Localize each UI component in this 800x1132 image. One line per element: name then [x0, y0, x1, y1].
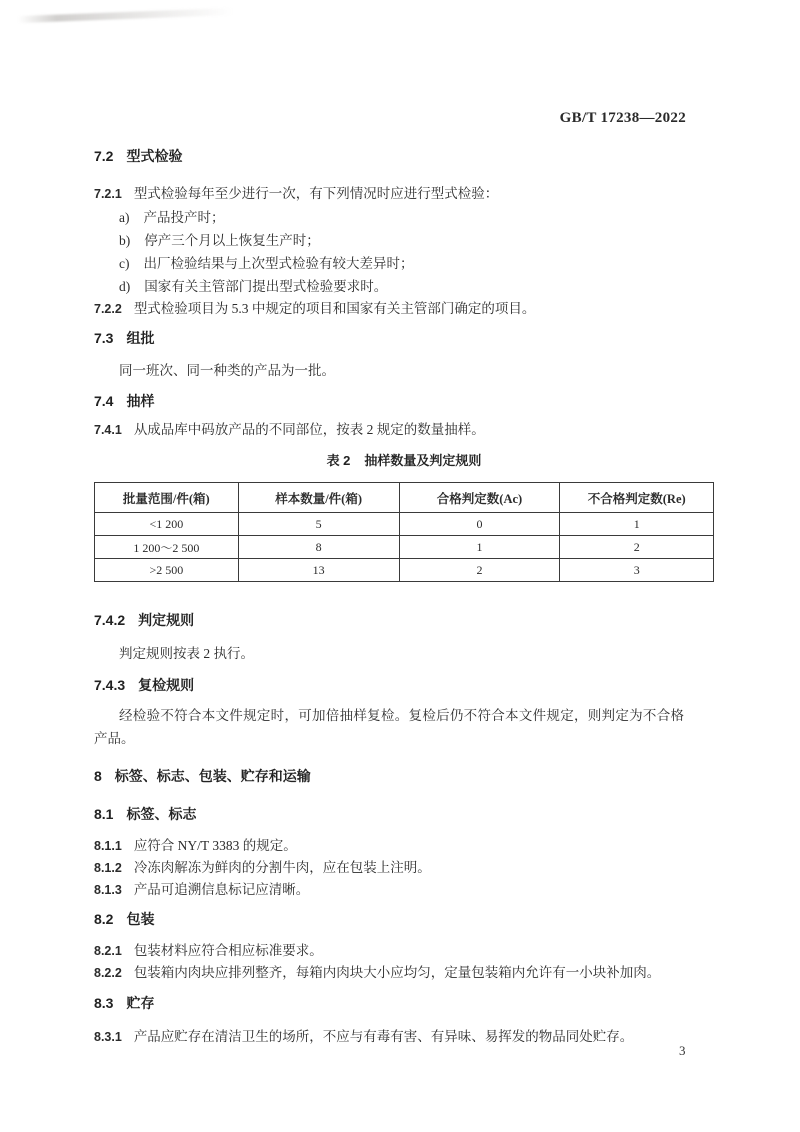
col-header-sample-size: 样本数量/件(箱) [238, 483, 399, 513]
list-marker: b) [119, 233, 131, 248]
clause-text: 型式检验项目为 5.3 中规定的项目和国家有关主管部门确定的项目。 [133, 301, 536, 316]
cell: >2 500 [95, 559, 239, 582]
section-heading-8-3 [94, 993, 154, 1013]
table-row [95, 513, 714, 536]
clause-8-3-1 [94, 1025, 633, 1045]
section-title: 标签、标志、包装、贮存和运输 [114, 768, 311, 784]
cell: 2 [560, 536, 714, 559]
col-header-rejection: 不合格判定数(Re) [560, 483, 714, 513]
paragraph-7-4-3: 经检验不符合本文件规定时，可加倍抽样复检。复检后仍不符合本文件规定，则判定为不合格产品。 [94, 708, 684, 746]
list-marker: d) [119, 279, 131, 294]
section-number: 8.2 [94, 911, 114, 927]
list-text: 国家有关主管部门提出型式检验要求时。 [144, 279, 388, 294]
clause-number: 7.2.2 [94, 302, 122, 316]
clause-text: 产品可追溯信息标记应清晰。 [133, 882, 310, 897]
clause-number: 7.4.1 [94, 423, 122, 437]
table-label: 表 2 [326, 453, 351, 468]
table-row [95, 536, 714, 559]
list-item-a [94, 206, 225, 226]
list-text: 停产三个月以上恢复生产时； [144, 233, 320, 248]
page-number: 3 [679, 1043, 686, 1058]
section-number: 7.2 [94, 148, 114, 164]
clause-text: 从成品库中码放产品的不同部位，按表 2 规定的数量抽样。 [133, 422, 485, 437]
section-title: 型式检验 [126, 148, 183, 164]
clause-text: 冷冻肉解冻为鲜肉的分割牛肉，应在包装上注明。 [133, 860, 431, 875]
clause-number: 8.2.2 [94, 966, 122, 980]
section-title: 标签、标志 [126, 806, 197, 822]
section-heading-7-4-2 [94, 610, 194, 630]
clause-7-2-1 [94, 182, 498, 202]
clause-8-1-3 [94, 878, 309, 898]
clause-text: 包装材料应符合相应标准要求。 [133, 943, 323, 958]
cell: 0 [399, 513, 560, 536]
clause-number: 8.2.1 [94, 944, 122, 958]
section-number: 7.4.2 [94, 612, 126, 628]
list-item-d [94, 275, 387, 295]
section-heading-7-2 [94, 146, 182, 166]
standard-number: GB/T 17238—2022 [559, 110, 686, 126]
section-heading-8-1 [94, 804, 196, 824]
clause-number: 8.1.2 [94, 861, 122, 875]
section-title: 组批 [126, 330, 155, 346]
cell: 1 200～2 500 [95, 536, 239, 559]
section-title: 包装 [126, 911, 155, 927]
cell: 13 [238, 559, 399, 582]
list-text: 出厂检验结果与上次型式检验有较大差异时； [143, 256, 414, 271]
clause-8-1-1 [94, 834, 297, 854]
clause-8-2-2 [94, 961, 660, 981]
section-heading-7-4 [94, 391, 154, 411]
clause-text: 包装箱内肉块应排列整齐，每箱内肉块大小应均匀，定量包装箱内允许有一小块补加肉。 [133, 965, 661, 980]
section-number: 8.1 [94, 806, 114, 822]
clause-text: 型式检验每年至少进行一次，有下列情况时应进行型式检验： [133, 186, 499, 201]
list-marker: c) [119, 256, 130, 271]
cell: <1 200 [95, 513, 239, 536]
clause-7-4-1 [94, 418, 485, 438]
clause-8-1-2 [94, 856, 431, 876]
section-number: 8 [94, 768, 102, 784]
cell: 1 [560, 513, 714, 536]
col-header-batch-range: 批量范围/件(箱) [95, 483, 239, 513]
cell: 5 [238, 513, 399, 536]
paragraph-7-4-2: 判定规则按表 2 执行。 [119, 646, 254, 661]
clause-number: 8.1.1 [94, 839, 122, 853]
section-number: 8.3 [94, 995, 114, 1011]
section-title: 贮存 [126, 995, 155, 1011]
section-title: 抽样 [126, 393, 155, 409]
clause-number: 8.1.3 [94, 883, 122, 897]
clause-text: 产品应贮存在清洁卫生的场所，不应与有毒有害、有异味、易挥发的物品同处贮存。 [133, 1029, 634, 1044]
clause-number: 8.3.1 [94, 1030, 122, 1044]
list-marker: a) [119, 210, 130, 225]
cell: 2 [399, 559, 560, 582]
section-number: 7.4.3 [94, 677, 126, 693]
clause-text: 应符合 NY/T 3383 的规定。 [133, 838, 297, 853]
paragraph-7-3: 同一班次、同一种类的产品为一批。 [119, 363, 335, 378]
section-title: 复检规则 [138, 677, 195, 693]
cell: 3 [560, 559, 714, 582]
section-heading-7-4-3 [94, 675, 194, 695]
table-title: 抽样数量及判定规则 [364, 453, 482, 468]
clause-number: 7.2.1 [94, 187, 122, 201]
list-item-c [94, 252, 414, 272]
col-header-acceptance: 合格判定数(Ac) [399, 483, 560, 513]
list-item-b [94, 229, 320, 249]
scan-edge-artifact [18, 8, 233, 23]
table-row [95, 559, 714, 582]
section-number: 7.3 [94, 330, 114, 346]
table-header-row [95, 483, 714, 513]
section-number: 7.4 [94, 393, 114, 409]
section-title: 判定规则 [138, 612, 195, 628]
list-text: 产品投产时； [143, 210, 225, 225]
cell: 1 [399, 536, 560, 559]
clause-7-2-2 [94, 297, 535, 317]
section-heading-8 [94, 766, 311, 786]
clause-8-2-1 [94, 939, 323, 959]
section-heading-7-3 [94, 328, 154, 348]
table-caption [94, 450, 714, 469]
cell: 8 [238, 536, 399, 559]
section-heading-8-2 [94, 909, 154, 929]
table-2-sampling-rules [94, 482, 714, 582]
